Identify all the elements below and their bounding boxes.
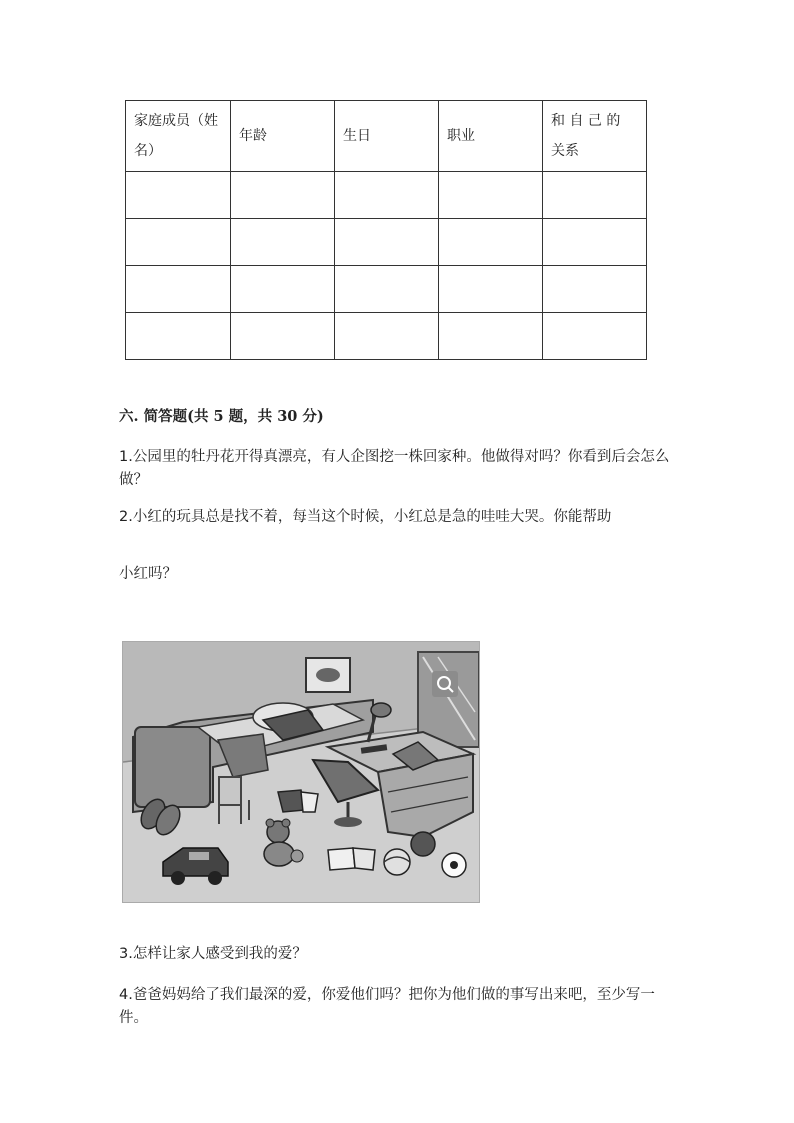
table-cell[interactable] — [126, 266, 231, 313]
table-cell[interactable] — [543, 266, 647, 313]
table-cell[interactable] — [543, 172, 647, 219]
table-cell[interactable] — [126, 172, 231, 219]
header-relationship: 和 自 己 的 关系 — [543, 101, 647, 172]
table-row — [126, 219, 647, 266]
table-row — [126, 172, 647, 219]
question-3: 3.怎样让家人感受到我的爱？ — [119, 946, 307, 962]
table-cell[interactable] — [543, 219, 647, 266]
table-cell[interactable] — [439, 266, 543, 313]
header-family-member: 家庭成员（姓名） — [126, 101, 231, 172]
beach-ball — [384, 849, 410, 875]
table-cell[interactable] — [231, 172, 335, 219]
table-cell[interactable] — [543, 313, 647, 360]
table-cell[interactable] — [126, 313, 231, 360]
family-members-table — [125, 100, 647, 360]
question-2-line-1: 2.小红的玩具总是找不着，每当这个时候，小红总是急的哇哇大哭。你能帮助 — [119, 509, 612, 525]
table-header-row — [126, 101, 647, 172]
header-birthday: 生日 — [335, 101, 439, 172]
table-cell[interactable] — [335, 172, 439, 219]
header-occupation: 职业 — [439, 101, 543, 172]
table-cell[interactable] — [335, 313, 439, 360]
bed-headboard — [135, 727, 210, 807]
table-cell[interactable] — [335, 219, 439, 266]
table-cell[interactable] — [439, 172, 543, 219]
messy-bedroom-illustration — [122, 641, 480, 903]
table-cell[interactable] — [439, 313, 543, 360]
table-cell[interactable] — [231, 266, 335, 313]
zoom-icon[interactable] — [432, 671, 458, 697]
table-row — [126, 266, 647, 313]
header-age: 年龄 — [231, 101, 335, 172]
basketball — [411, 832, 435, 856]
bedroom-scene — [123, 642, 479, 902]
section-title: 六. 简答题(共 5 题，共 30 分) — [119, 408, 324, 425]
table-row — [126, 313, 647, 360]
question-1: 1.公园里的牡丹花开得真漂亮，有人企图挖一株回家种。他做得对吗？你看到后会怎么做？ — [119, 449, 670, 488]
question-2-line-2: 小红吗？ — [119, 566, 177, 582]
table-cell[interactable] — [231, 219, 335, 266]
question-4: 4.爸爸妈妈给了我们最深的爱，你爱他们吗？把你为他们做的事写出来吧，至少写一件。 — [119, 987, 655, 1026]
table-cell[interactable] — [439, 219, 543, 266]
table-cell[interactable] — [126, 219, 231, 266]
open-book — [328, 848, 375, 870]
table-cell[interactable] — [335, 266, 439, 313]
table-cell[interactable] — [231, 313, 335, 360]
